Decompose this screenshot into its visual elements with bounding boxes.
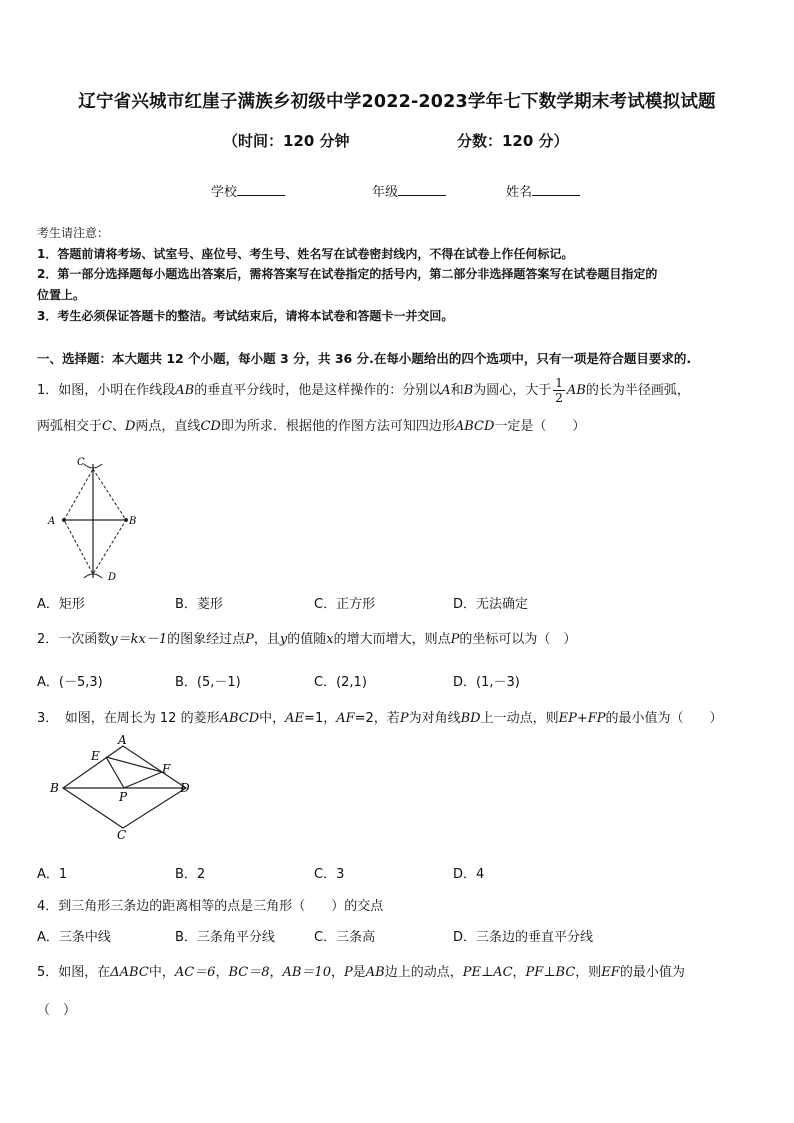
q2-option-a: A．(－5,3): [37, 675, 103, 690]
q1-text: 两弧相交于: [37, 419, 103, 434]
q5-answer-bracket: （ ）: [37, 1003, 77, 1018]
q1-text: 即为所求．根据他的作图方法可知四边形: [220, 419, 455, 434]
q1-option-b: B．菱形: [175, 597, 223, 612]
q3-text: 上一动点，则: [480, 711, 559, 726]
q5-text: ，: [512, 965, 526, 980]
q2-math: P: [450, 632, 460, 647]
q1-text: 、: [111, 419, 125, 434]
exam-title: 辽宁省兴城市红崖子满族乡初级中学2022-2023学年七下数学期末考试模拟试题: [78, 92, 716, 112]
q2-text: 的增大而增大，则点: [333, 632, 451, 647]
q1-fraction: [553, 376, 565, 405]
q3-segment-fp: [124, 772, 162, 788]
q1-text: 1．如图，小明在作线段: [37, 383, 176, 398]
q3-math: AF: [336, 711, 355, 726]
q1-label-b: B: [129, 516, 137, 527]
q2-text: 的值随: [287, 632, 327, 647]
grade-label: 年级: [372, 185, 399, 200]
q5-stem: [37, 961, 685, 980]
q1-line1: [37, 376, 690, 405]
q3-option-a: A．1: [37, 867, 68, 882]
exam-score: 分数：120 分）: [457, 132, 569, 150]
q3-option-c: C．3: [314, 867, 345, 882]
q2-math: x: [326, 632, 334, 647]
q2-math: P: [245, 632, 254, 647]
q1-math: C: [102, 419, 112, 434]
q1-rhombus: [64, 469, 126, 574]
q1-text: 的长为半径画弧，: [585, 383, 690, 398]
name-label: 姓名: [506, 185, 533, 200]
q1-label-d: D: [108, 572, 117, 583]
q5-text: 边上的动点，: [384, 965, 463, 980]
q3-text: 3． 如图，在周长为 12 的菱形: [37, 711, 220, 726]
q1-option-a: A．矩形: [37, 597, 85, 612]
school-blank: [237, 183, 285, 196]
q4-option-c: C．三条高: [314, 930, 376, 945]
q1-text: 的垂直平分线时，他是这样操作的：分别以: [194, 383, 442, 398]
q5-math: P: [343, 965, 353, 980]
q1-text: 为圆心，大于: [473, 383, 552, 398]
q2-option-b: B．(5,－1): [175, 675, 241, 690]
name-blank: [532, 183, 580, 196]
q2-text: ，且: [253, 632, 280, 647]
q3-math: P: [399, 711, 409, 726]
q2-math: y＝kx－1: [110, 632, 168, 647]
q5-text: ，: [330, 965, 344, 980]
school-field: [211, 181, 285, 200]
school-label: 学校: [211, 185, 238, 200]
q5-text: ，则: [575, 965, 602, 980]
grade-blank: [398, 183, 446, 196]
q5-text: 5．如图，在: [37, 965, 111, 980]
q1-figure-diagram: [40, 452, 150, 586]
q1-text: 两点，直线: [135, 419, 201, 434]
q2-option-c: C．(2,1): [314, 675, 367, 690]
q1-text: 和: [450, 383, 464, 398]
q2-text: 的坐标可以为（ ）: [459, 632, 577, 647]
notice-item-2: 2．第一部分选择题每小题选出答案后，需将答案写在试卷指定的括号内，第二部分非选择题答案写在试卷题目指定的: [37, 267, 658, 281]
section-heading: 一、选择题：本大题共 12 个小题，每小题 3 分，共 36 分.在每小题给出的四个选项中，只有一项是符合题目要求的.: [37, 351, 692, 366]
q3-figure-diagram: [46, 732, 206, 844]
q3-stem: [37, 707, 723, 726]
q2-text: 的图象经过点: [167, 632, 246, 647]
q3-label-f: F: [162, 762, 171, 776]
q3-text: 的最小值为（ ）: [605, 711, 723, 726]
q3-math: EP+FP: [558, 711, 606, 726]
q3-label-a: A: [118, 733, 127, 747]
q4-option-a: A．三条中线: [37, 930, 111, 945]
q2-math: y: [279, 632, 288, 647]
q4-option-d: D．三条边的垂直平分线: [453, 930, 594, 945]
q5-math: BC＝8: [228, 965, 270, 980]
q3-text: =2，若: [354, 711, 400, 726]
q3-segment-ef: [106, 757, 162, 772]
q2-option-d: D．(1,－3): [453, 675, 520, 690]
q3-text: 中，: [259, 711, 286, 726]
q3-label-d: D: [180, 781, 190, 795]
q1-option-c: C．正方形: [314, 597, 376, 612]
q3-rhombus: [63, 746, 186, 828]
q1-label-a: A: [48, 516, 56, 527]
q5-math: AC＝6: [174, 965, 216, 980]
q5-math: ΔABC: [110, 965, 149, 980]
q5-text: ，: [269, 965, 283, 980]
q3-option-d: D．4: [453, 867, 485, 882]
notice-item-2-cont: 位置上。: [37, 288, 86, 302]
q5-math: AB＝10: [282, 965, 331, 980]
fraction-numerator: 1: [555, 376, 563, 390]
q4-option-b: B．三条角平分线: [175, 930, 275, 945]
exam-time: （时间：120 分钟: [223, 132, 350, 150]
notice-item-1: 1．答题前请将考场、试室号、座位号、考生号、姓名写在试卷密封线内，不得在试卷上作任何标记。: [37, 247, 574, 261]
q3-math: BD: [460, 711, 481, 726]
grade-field: [372, 181, 446, 200]
q5-text: 的最小值为: [619, 965, 685, 980]
q5-math: EF: [601, 965, 620, 980]
q5-text: 中，: [148, 965, 175, 980]
q1-math: A: [441, 383, 451, 398]
q1-math: B: [463, 383, 474, 398]
q3-math: ABCD: [219, 711, 260, 726]
q1-math: D: [124, 419, 136, 434]
notice-heading: 考生请注意：: [37, 226, 110, 240]
q1-math: ABCD: [454, 419, 495, 434]
q5-text: 是: [352, 965, 366, 980]
q1-math: AB: [566, 383, 586, 398]
q3-math: AE: [285, 711, 305, 726]
q1-point-b: [124, 518, 128, 522]
q3-label-c: C: [117, 828, 127, 842]
q5-text: ，: [215, 965, 229, 980]
q5-math: AB: [365, 965, 385, 980]
q2-stem: [37, 628, 576, 647]
q3-text: =1，: [304, 711, 337, 726]
q1-math: AB: [175, 383, 195, 398]
q1-label-c: C: [77, 457, 85, 468]
q3-label-p: P: [119, 790, 128, 804]
q5-math: PF⊥BC: [525, 965, 576, 980]
q3-option-b: B．2: [175, 867, 206, 882]
notice-item-3: 3．考生必须保证答题卡的整洁。考试结束后，请将本试卷和答题卡一并交回。: [37, 309, 454, 323]
q3-text: 为对角线: [408, 711, 461, 726]
q3-label-b: B: [50, 781, 59, 795]
q1-option-d: D．无法确定: [453, 597, 529, 612]
q1-point-a: [62, 518, 66, 522]
q4-stem: 4．到三角形三条边的距离相等的点是三角形（ ）的交点: [37, 899, 384, 914]
name-field: [506, 181, 580, 200]
q1-math: CD: [200, 419, 221, 434]
q1-line2: [37, 415, 585, 434]
q2-text: 2．一次函数: [37, 632, 111, 647]
q1-text: 一定是（ ）: [494, 419, 586, 434]
q5-math: PE⊥AC: [462, 965, 513, 980]
fraction-denominator: 2: [555, 391, 563, 405]
q3-label-e: E: [91, 749, 100, 763]
